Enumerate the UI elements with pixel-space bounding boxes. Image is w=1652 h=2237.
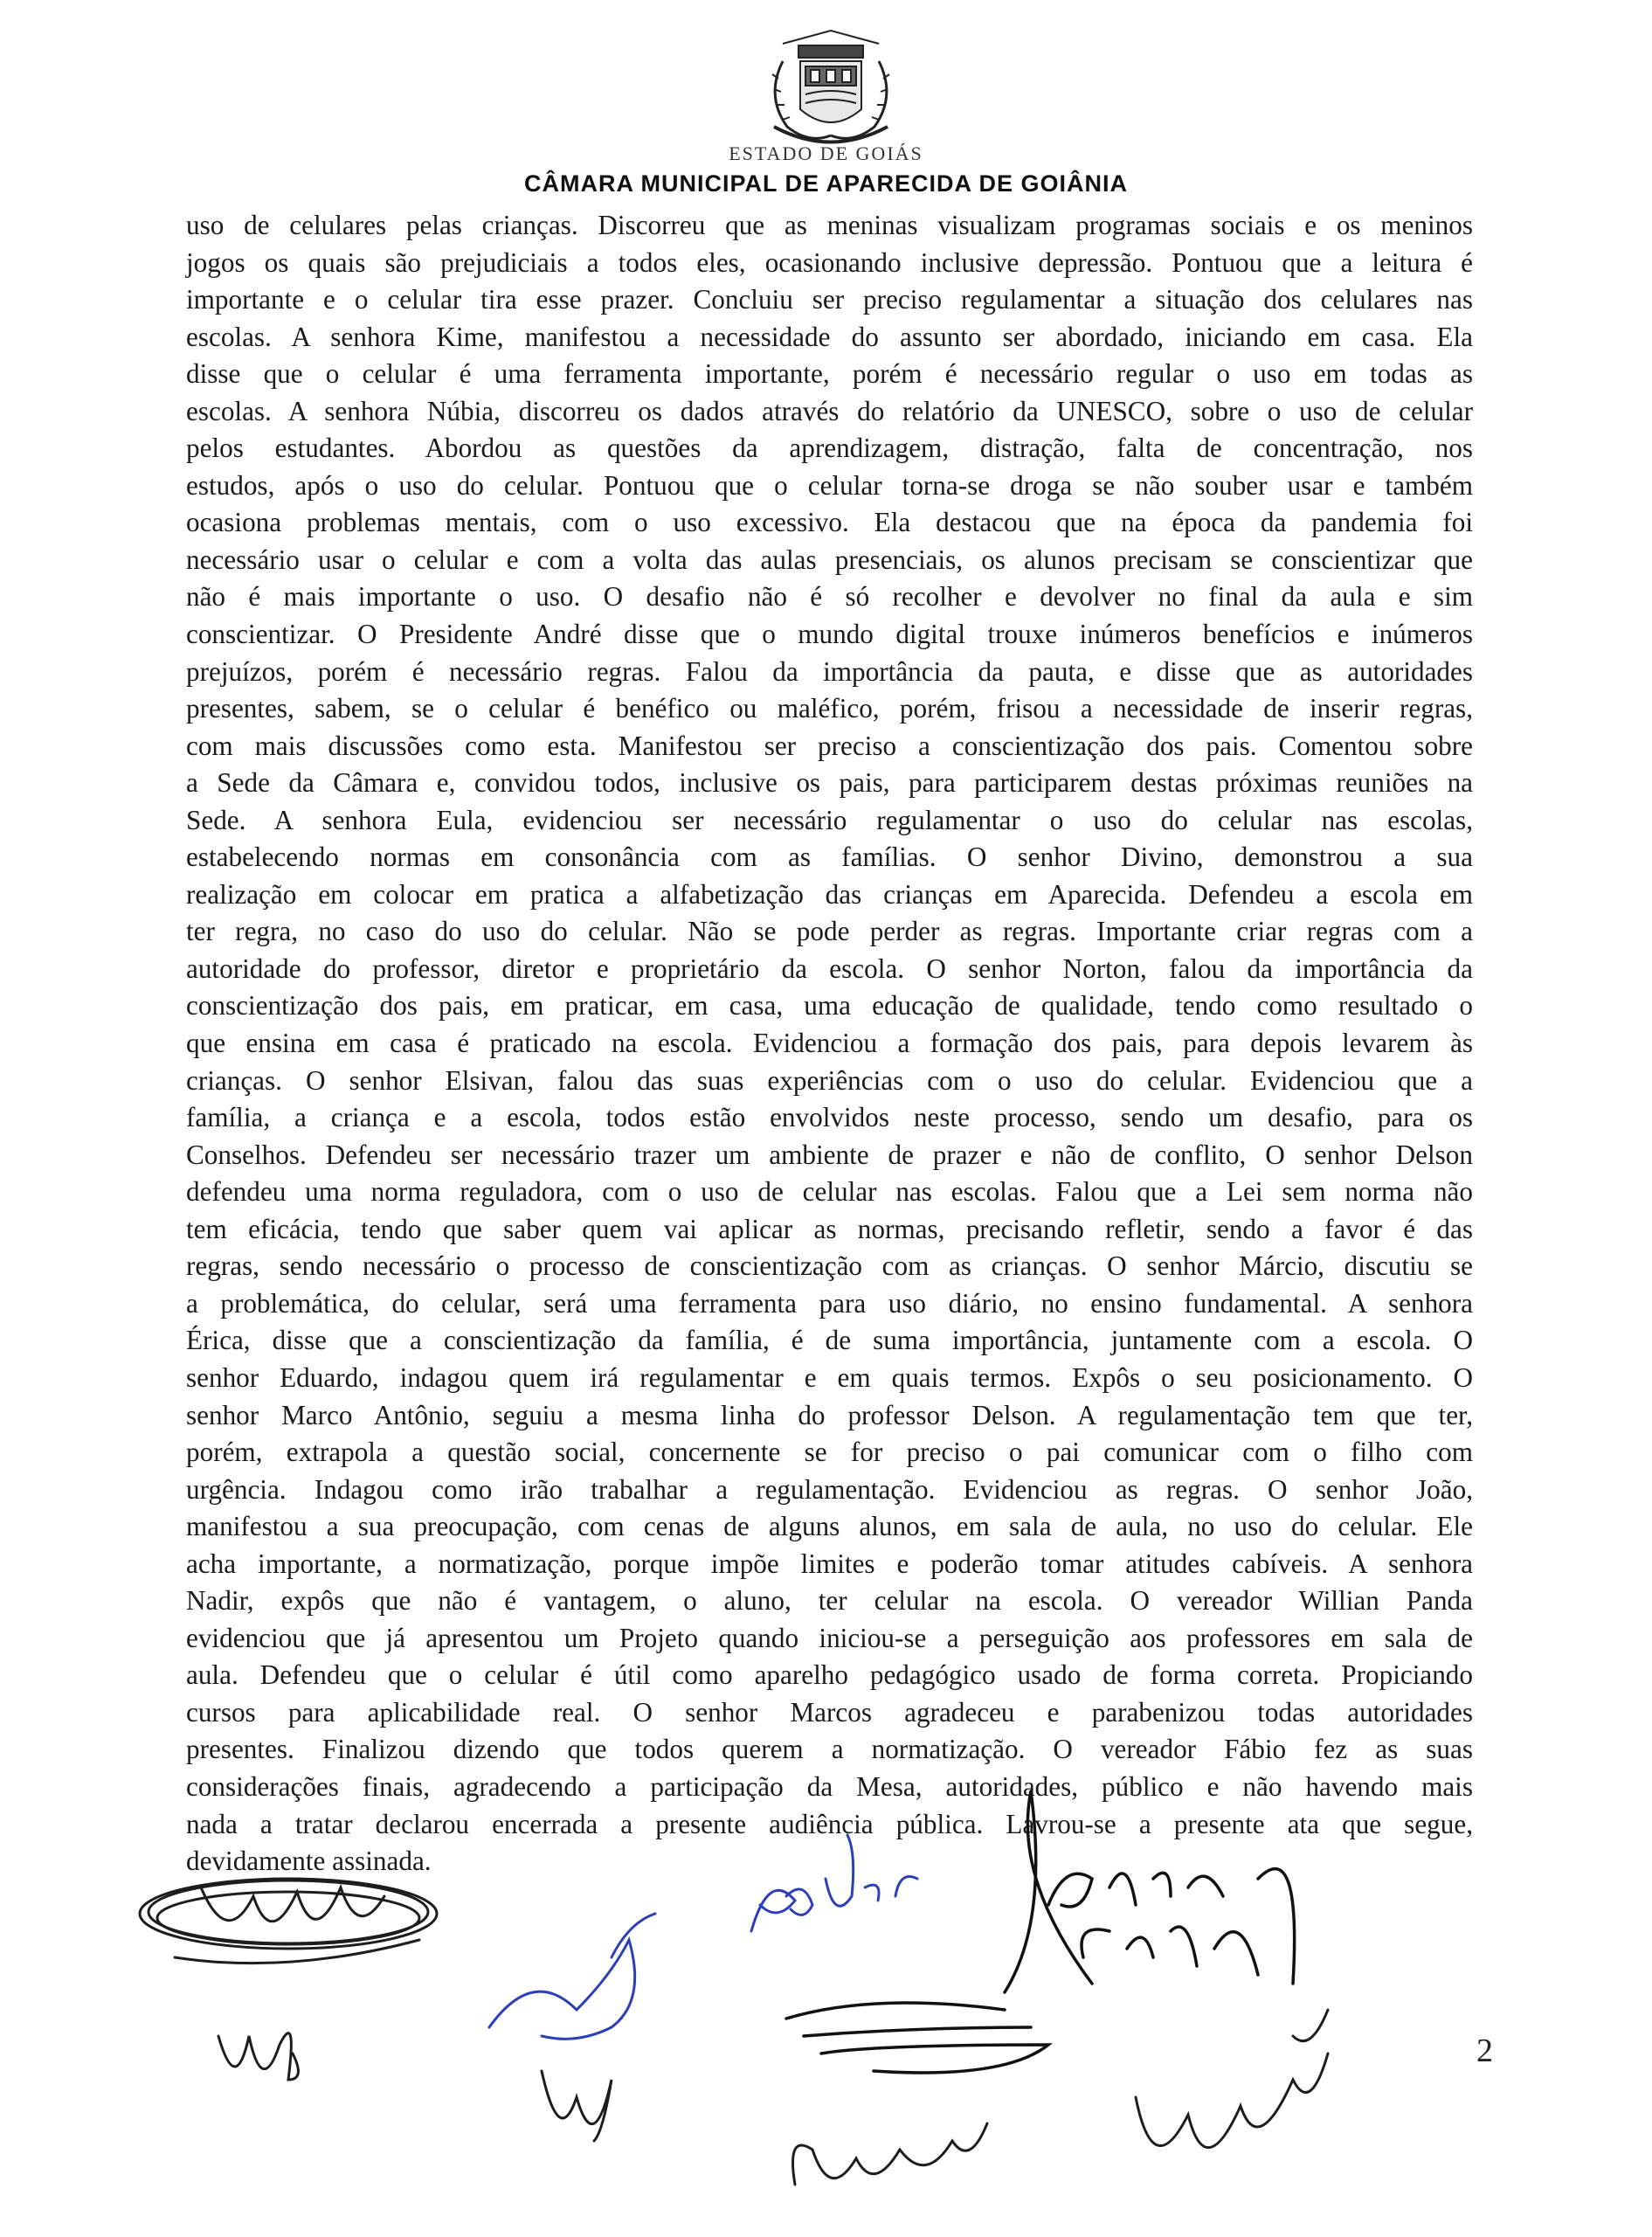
- body-line: presentes. Finalizou dizendo que todos querem a normatização. O vereador Fábio fez as suas: [186, 1734, 1473, 1765]
- body-line: que ensina em casa é praticado na escola. Evidenciou a formação dos pais, para depois levarem às: [186, 1028, 1473, 1059]
- body-line: tem eficácia, tendo que saber quem vai aplicar as normas, precisando refletir, sendo a favor é das: [186, 1213, 1473, 1244]
- body-line: cursos para aplicabilidade real. O senhor Marcos agradeceu e parabenizou todas autoridades: [186, 1696, 1473, 1728]
- body-line: família, a criança e a escola, todos estão envolvidos neste processo, sendo um desafio, para os: [186, 1102, 1473, 1133]
- body-line: ter regra, no caso do uso do celular. Não se pode perder as regras. Importante criar regras com a: [186, 916, 1473, 947]
- body-line: regras, sendo necessário o processo de conscientização com as crianças. O senhor Márcio, discutiu se: [186, 1250, 1473, 1282]
- body-line: jogos os quais são prejudiciais a todos eles, ocasionando inclusive depressão. Pontuou que a leitura é: [186, 246, 1473, 278]
- body-line: urgência. Indagou como irão trabalhar a regulamentação. Evidenciou as regras. O senhor João,: [186, 1473, 1473, 1505]
- body-line: pelos estudantes. Abordou as questões da aprendizagem, distração, falta de concentração, nos: [186, 433, 1473, 464]
- body-line: Nadir, expôs que não é vantagem, o aluno, ter celular na escola. O vereador Willian Panda: [186, 1585, 1473, 1617]
- body-line: a problemática, do celular, será uma ferramenta para uso diário, no ensino fundamental. A senhora: [186, 1287, 1473, 1319]
- chamber-header: CÂMARA MUNICIPAL DE APARECIDA DE GOIÂNIA: [523, 170, 1128, 197]
- body-line: necessário usar o celular e com a volta das aulas presenciais, os alunos precisam se conscientizar que: [186, 544, 1473, 575]
- body-line: autoridade do professor, diretor e proprietário da escola. O senhor Norton, falou da importância da: [186, 952, 1473, 984]
- body-line: considerações finais, agradecendo a participação da Mesa, autoridades, público e não havendo mais: [186, 1770, 1473, 1802]
- state-header: ESTADO DE GOIÁS: [729, 142, 923, 164]
- body-line: ocasiona problemas mentais, com o uso excessivo. Ela destacou que na época da pandemia foi: [186, 507, 1473, 538]
- body-line: escolas. A senhora Núbia, discorreu os dados através do relatório da UNESCO, sobre o uso de celular: [186, 395, 1473, 426]
- body-line: Sede. A senhora Eula, evidenciou ser necessário regulamentar o uso do celular nas escolas,: [186, 804, 1473, 835]
- body-line: devidamente assinada.: [186, 1846, 432, 1877]
- body-line: manifestou a sua preocupação, com cenas de alguns alunos, em sala de aula, no uso do celular. Ele: [186, 1511, 1473, 1542]
- body-line: estabelecendo normas em consonância com as famílias. O senhor Divino, demonstrou a sua: [186, 841, 1473, 873]
- body-line: conscientização dos pais, em praticar, em casa, uma educação de qualidade, tendo como resultado o: [186, 990, 1473, 1022]
- document-body: [186, 207, 1473, 1880]
- body-line: disse que o celular é uma ferramenta importante, porém é necessário regular o uso em todas as: [186, 358, 1473, 390]
- body-line: crianças. O senhor Elsivan, falou das suas experiências com o uso do celular. Evidenciou que a: [186, 1064, 1473, 1096]
- body-line: senhor Marco Antônio, seguiu a mesma linha do professor Delson. A regulamentação tem que ter,: [186, 1399, 1473, 1430]
- body-line: porém, extrapola a questão social, concernente se for preciso o pai comunicar com o filho com: [186, 1437, 1473, 1468]
- page-number: 2: [1476, 2033, 1493, 2069]
- body-line: não é mais importante o uso. O desafio não é só recolher e devolver no final da aula e sim: [186, 581, 1473, 613]
- body-line: estudos, após o uso do celular. Pontuou que o celular torna-se droga se não souber usar e também: [186, 469, 1473, 501]
- body-line: realização em colocar em pratica a alfabetização das crianças em Aparecida. Defendeu a escola em: [186, 878, 1473, 910]
- body-line: evidenciou que já apresentou um Projeto quando iniciou-se a perseguição aos professores em sala de: [186, 1622, 1473, 1653]
- body-line: importante e o celular tira esse prazer. Concluiu ser preciso regulamentar a situação dos celulares nas: [186, 284, 1473, 315]
- body-line: Conselhos. Defendeu ser necessário trazer um ambiente de prazer e não de conflito, O senhor Delson: [186, 1139, 1473, 1170]
- municipal-seal-logo: [748, 26, 914, 157]
- body-line: escolas. A senhora Kime, manifestou a necessidade do assunto ser abordado, iniciando em casa. Ela: [186, 321, 1473, 352]
- body-line: a Sede da Câmara e, convidou todos, inclusive os pais, para participarem destas próximas reuniões na: [186, 767, 1473, 799]
- body-line: aula. Defendeu que o celular é útil como aparelho pedagógico usado de forma correta. Propiciando: [186, 1659, 1473, 1691]
- body-line: presentes, sabem, se o celular é benéfico ou maléfico, porém, frisou a necessidade de inserir regras,: [186, 693, 1473, 724]
- body-line: prejuízos, porém é necessário regras. Falou da importância da pauta, e disse que as autoridades: [186, 655, 1473, 687]
- body-line: senhor Eduardo, indagou quem irá regulamentar e em quais termos. Expôs o seu posicionamento. O: [186, 1361, 1473, 1393]
- body-line: conscientizar. O Presidente André disse que o mundo digital trouxe inúmeros benefícios e inúmeros: [186, 619, 1473, 650]
- body-line: acha importante, a normatização, porque impõe limites e poderão tomar atitudes cabíveis. A senhora: [186, 1548, 1473, 1579]
- body-line: nada a tratar declarou encerrada a presente audiência pública. Lavrou-se a presente ata que segue,: [186, 1808, 1473, 1839]
- body-line: com mais discussões como esta. Manifestou ser preciso a conscientização dos pais. Comentou sobre: [186, 730, 1473, 761]
- body-line: Érica, disse que a conscientização da família, é de suma importância, juntamente com a escola. O: [186, 1325, 1473, 1356]
- body-line: uso de celulares pelas crianças. Discorreu que as meninas visualizam programas sociais e os meninos: [186, 210, 1473, 240]
- body-line: defendeu uma norma reguladora, com o uso de celular nas escolas. Falou que a Lei sem norma não: [186, 1176, 1473, 1208]
